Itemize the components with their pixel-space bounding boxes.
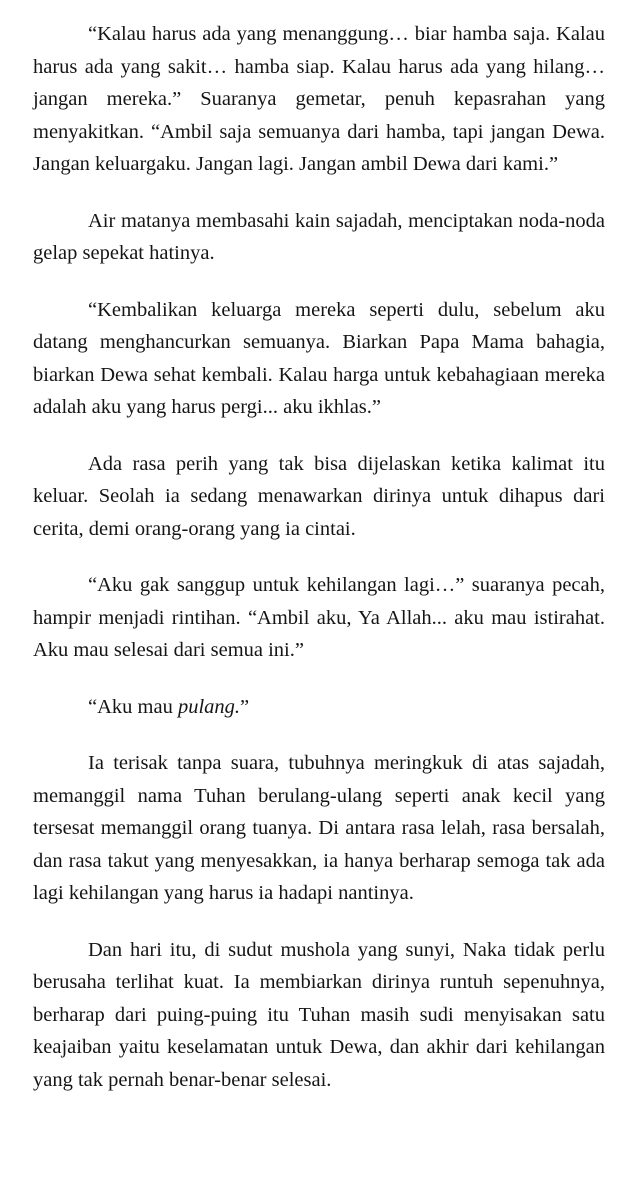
story-page [33, 18, 605, 1096]
paragraph-6-italic: pulang. [177, 695, 241, 718]
paragraph-1: “Kalau harus ada yang menanggung… biar hamba saja. Kalau harus ada yang sakit… hamba siap. Kalau harus ada yang hilang… jangan mereka.” Suaranya gemetar, penuh kepasrahan yang menyakitkan. “Ambil saja semuanya dari hamba, tapi jangan Dewa. Jangan keluargaku. Jangan lagi. Jangan ambil Dewa dari kami.” [33, 23, 605, 175]
paragraph-5: “Aku gak sanggup untuk kehilangan lagi…” suaranya pecah, hampir menjadi rintihan. “Ambil aku, Ya Allah... aku mau istirahat. Aku mau selesai dari semua ini.” [33, 574, 605, 661]
paragraph-8: Dan hari itu, di sudut mushola yang sunyi, Naka tidak perlu berusaha terlihat kuat. Ia membiarkan dirinya runtuh sepenuhnya, berharap dari puing-puing itu Tuhan masih sudi menyisakan satu keajaiban yaitu keselamatan untuk Dewa, dan akhir dari kehilangan yang tak pernah benar-benar selesai. [33, 938, 605, 1091]
paragraph-4: Ada rasa perih yang tak bisa dijelaskan ketika kalimat itu keluar. Seolah ia sedang menawarkan dirinya untuk dihapus dari cerita, demi orang-orang yang ia cintai. [33, 452, 605, 540]
paragraph-7: Ia terisak tanpa suara, tubuhnya meringkuk di atas sajadah, memanggil nama Tuhan berulang-ulang seperti anak kecil yang tersesat memanggil orang tuanya. Di antara rasa lelah, rasa bersalah, dan rasa takut yang menyesakkan, ia hanya berharap semoga tak ada lagi kehilangan yang harus ia hadapi nantinya. [33, 752, 605, 904]
paragraph-2: Air matanya membasahi kain sajadah, menciptakan noda-noda gelap sepekat hatinya. [33, 209, 605, 264]
paragraph-6-close: ” [240, 695, 250, 718]
paragraph-6 [33, 691, 605, 724]
paragraph-6-text: “Aku mau [88, 695, 178, 718]
paragraph-3: “Kembalikan keluarga mereka seperti dulu, sebelum aku datang menghancurkan semuanya. Biarkan Papa Mama bahagia, biarkan Dewa sehat kembali. Kalau harga untuk kebahagiaan mereka adalah aku yang harus pergi... aku ikhlas.” [33, 298, 605, 418]
